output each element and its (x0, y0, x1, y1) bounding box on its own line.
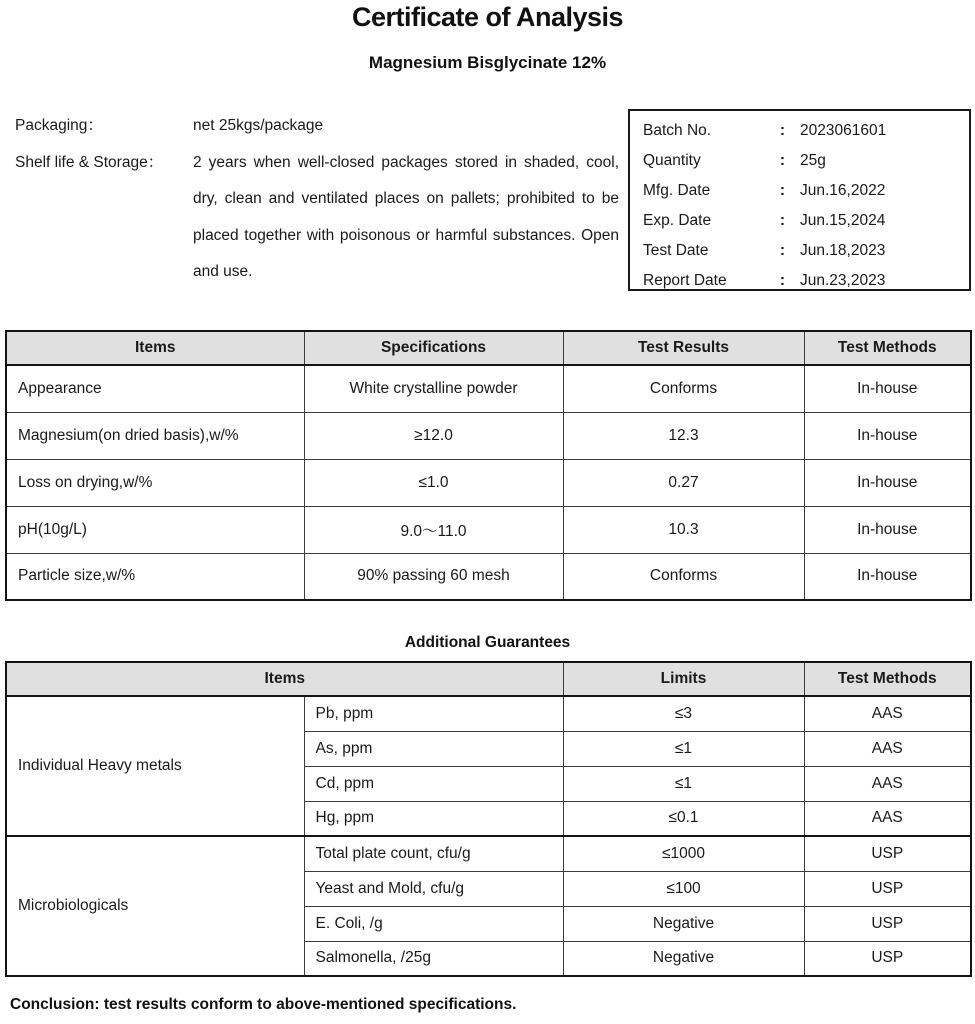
spec-cell: White crystalline powder (304, 365, 563, 412)
page-title: Certificate of Analysis (351, 2, 624, 32)
info-row-batch-no (630, 116, 969, 146)
table-row (6, 365, 971, 412)
item-cell: pH(10g/L) (6, 506, 304, 553)
info-row-quantity (630, 146, 969, 176)
item-cell: Cd, ppm (304, 766, 563, 801)
item-cell: Loss on drying,w/% (6, 459, 304, 506)
method-cell: In-house (804, 553, 971, 600)
separator-colon: : (779, 212, 786, 229)
table-row (6, 506, 971, 553)
limit-cell: ≤3 (563, 696, 804, 731)
col-header-test-methods: Test Methods (804, 662, 971, 696)
table-header-row (6, 331, 971, 365)
method-cell: AAS (804, 801, 971, 836)
additional-guarantees-table (5, 661, 972, 977)
quantity-label: Quantity (643, 152, 701, 169)
table-row (6, 836, 971, 871)
shelf-life-value: 2 years when well-closed packages stored in shaded, cool, dry, clean and ventilated places on pallets; prohibited to be placed together with poisonous or harmful substances. Open and use. (193, 153, 619, 280)
col-header-items: Items (6, 331, 304, 365)
info-row-exp-date (630, 206, 969, 236)
result-cell: 0.27 (563, 459, 804, 506)
exp-date-value: Jun.15,2024 (800, 212, 886, 229)
info-row-test-date (630, 236, 969, 266)
limit-cell: ≤1 (563, 766, 804, 801)
method-cell: USP (804, 941, 971, 976)
limit-cell: ≤100 (563, 871, 804, 906)
method-cell: In-house (804, 506, 971, 553)
spec-cell: 9.0～11.0 (304, 506, 563, 553)
limit-cell: Negative (563, 941, 804, 976)
separator-colon: : (779, 182, 786, 199)
item-cell: Salmonella, /25g (304, 941, 563, 976)
shelf-life-label: Shelf life & Storage： (15, 153, 164, 171)
separator-colon: : (779, 272, 786, 289)
table-header-row (6, 662, 971, 696)
item-cell: Particle size,w/% (6, 553, 304, 600)
mfg-date-label: Mfg. Date (643, 182, 711, 199)
additional-guarantees-title: Additional Guarantees (404, 634, 571, 651)
method-cell: In-house (804, 459, 971, 506)
limit-cell: ≤0.1 (563, 801, 804, 836)
table-row (6, 553, 971, 600)
spec-cell: ≤1.0 (304, 459, 563, 506)
method-cell: USP (804, 836, 971, 871)
group-cell-heavy-metals: Individual Heavy metals (6, 696, 304, 836)
result-cell: Conforms (563, 553, 804, 600)
item-cell: Pb, ppm (304, 696, 563, 731)
item-cell: Yeast and Mold, cfu/g (304, 871, 563, 906)
spec-cell: ≥12.0 (304, 412, 563, 459)
batch-no-value: 2023061601 (800, 122, 887, 139)
result-cell: Conforms (563, 365, 804, 412)
col-header-items: Items (6, 662, 563, 696)
method-cell: USP (804, 871, 971, 906)
product-subtitle: Magnesium Bisglycinate 12% (368, 53, 607, 72)
conclusion-statement: Conclusion: test results conform to above-mentioned specifications. (10, 996, 517, 1013)
batch-info-box (628, 109, 971, 291)
info-row-report-date (630, 266, 969, 296)
packaging-label: Packaging： (15, 117, 103, 134)
col-header-test-methods: Test Methods (804, 331, 971, 365)
separator-colon: : (779, 122, 786, 139)
item-cell: As, ppm (304, 731, 563, 766)
method-cell: In-house (804, 412, 971, 459)
col-header-test-results: Test Results (563, 331, 804, 365)
item-cell: Appearance (6, 365, 304, 412)
limit-cell: ≤1 (563, 731, 804, 766)
report-date-label: Report Date (643, 272, 727, 289)
method-cell: AAS (804, 766, 971, 801)
test-date-value: Jun.18,2023 (800, 242, 886, 259)
result-cell: 10.3 (563, 506, 804, 553)
method-cell: AAS (804, 731, 971, 766)
result-cell: 12.3 (563, 412, 804, 459)
separator-colon: : (779, 242, 786, 259)
spec-cell: 90% passing 60 mesh (304, 553, 563, 600)
batch-no-label: Batch No. (643, 122, 712, 139)
table-row (6, 412, 971, 459)
table-row (6, 459, 971, 506)
test-date-label: Test Date (643, 242, 709, 259)
col-header-limits: Limits (563, 662, 804, 696)
item-cell: Hg, ppm (304, 801, 563, 836)
specifications-table (5, 330, 972, 601)
exp-date-label: Exp. Date (643, 212, 712, 229)
table-row (6, 696, 971, 731)
report-date-value: Jun.23,2023 (800, 272, 886, 289)
quantity-value: 25g (800, 152, 826, 169)
item-cell: Magnesium(on dried basis),w/% (6, 412, 304, 459)
info-row-mfg-date (630, 176, 969, 206)
method-cell: AAS (804, 696, 971, 731)
limit-cell: ≤1000 (563, 836, 804, 871)
packaging-storage-section (15, 108, 619, 291)
separator-colon: : (779, 152, 786, 169)
packaging-value: net 25kgs/package (193, 117, 324, 134)
method-cell: USP (804, 906, 971, 941)
group-cell-microbiologicals: Microbiologicals (6, 836, 304, 976)
limit-cell: Negative (563, 906, 804, 941)
item-cell: E. Coli, /g (304, 906, 563, 941)
method-cell: In-house (804, 365, 971, 412)
mfg-date-value: Jun.16,2022 (800, 182, 886, 199)
item-cell: Total plate count, cfu/g (304, 836, 563, 871)
col-header-specifications: Specifications (304, 331, 563, 365)
